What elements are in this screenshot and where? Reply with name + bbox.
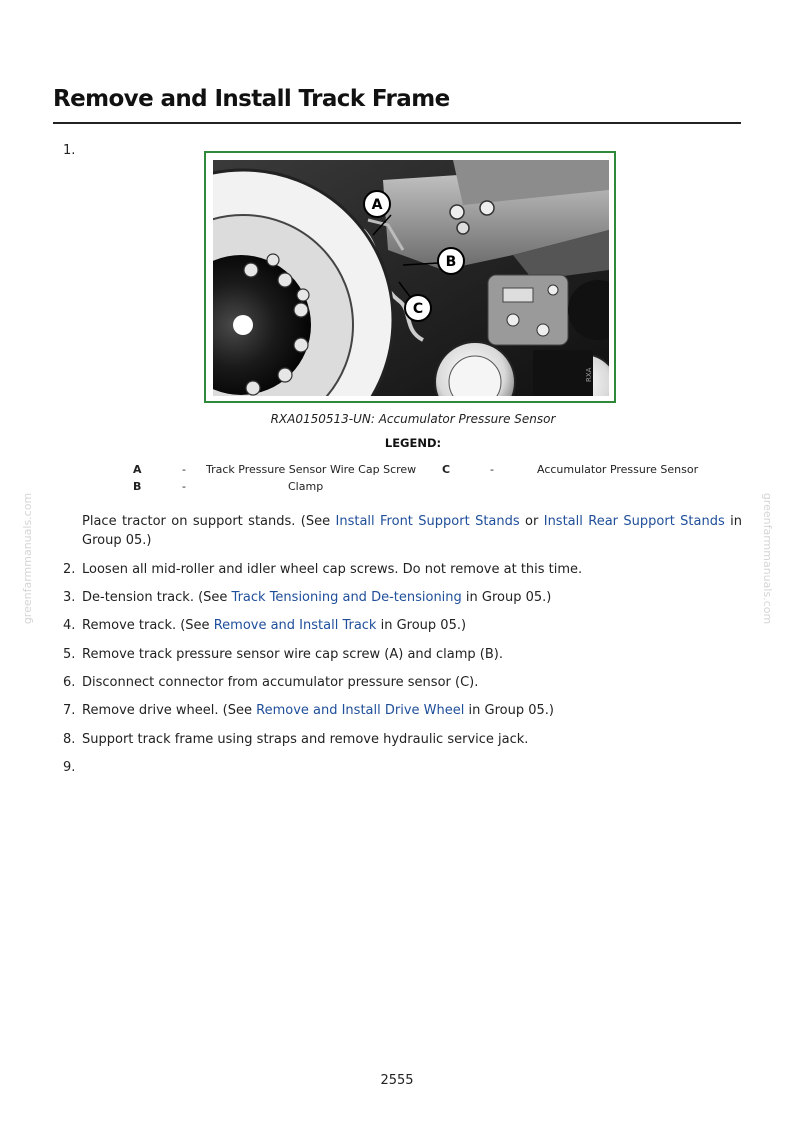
legend-label-a: Track Pressure Sensor Wire Cap Screw xyxy=(206,463,417,476)
page-number: 2555 xyxy=(380,1073,414,1088)
figure-photo xyxy=(213,160,609,396)
legend-dash-a: - xyxy=(182,463,186,476)
figure-caption: RXA0150513-UN: Accumulator Pressure Sensor xyxy=(270,412,556,426)
legend-key-c: C xyxy=(442,463,451,476)
watermark-left: greenfarmmanuals.com xyxy=(21,492,35,625)
link-install-front-support-stands[interactable]: Install Front Support Stands xyxy=(335,514,520,529)
link-install-rear-support-stands[interactable]: Install Rear Support Stands xyxy=(543,514,725,529)
legend-label-c: Accumulator Pressure Sensor xyxy=(537,463,699,476)
step-1-text: Place tractor on support stands. (See Install Front Support Stands or Install Rear Support Stands in Group 05.) xyxy=(82,514,743,548)
step-number-1: 1. xyxy=(63,143,76,158)
link-remove-install-track[interactable]: Remove and Install Track xyxy=(213,618,377,633)
figure-accumulator-pressure-sensor xyxy=(204,151,616,403)
link-track-tensioning[interactable]: Track Tensioning and De-tensioning xyxy=(231,590,462,605)
svg-text:C: C xyxy=(412,301,424,317)
legend-label-b: Clamp xyxy=(288,480,324,493)
page-title: Remove and Install Track Frame xyxy=(53,86,450,112)
legend-key-a: A xyxy=(133,463,142,476)
title-underline xyxy=(53,122,741,124)
legend-dash-c: - xyxy=(490,463,494,476)
watermark-right: greenfarmmanuals.com xyxy=(761,492,775,625)
legend-title: LEGEND: xyxy=(384,436,442,450)
svg-text:B: B xyxy=(445,254,457,270)
figure-id-tag: RXA xyxy=(585,367,593,382)
svg-text:A: A xyxy=(371,197,383,213)
legend-dash-b: - xyxy=(182,480,186,493)
legend-key-b: B xyxy=(133,480,142,493)
link-remove-install-drive-wheel[interactable]: Remove and Install Drive Wheel xyxy=(256,703,465,718)
